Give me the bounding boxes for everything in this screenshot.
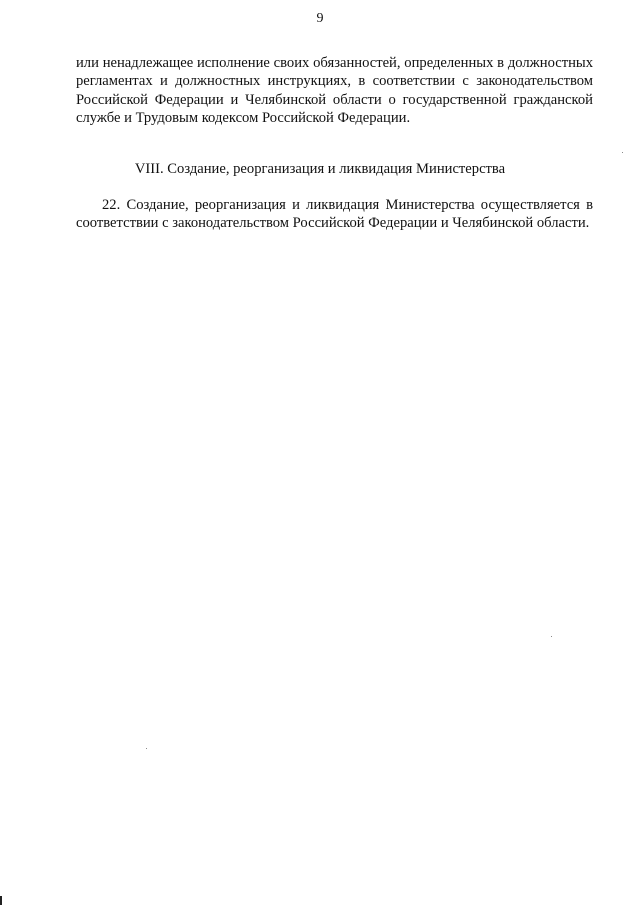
scan-speck xyxy=(551,636,552,637)
scan-speck xyxy=(146,748,147,749)
paragraph-continuation: или ненадлежащее исполнение своих обязанностей, определенных в должностных регламентах и должностных инструкциях, в соответствии с законодательством Российской Федерации и Челябинской области о государственной гражданской службе и Трудовым кодексом Российской Федерации. xyxy=(76,55,593,127)
scan-edge-mark xyxy=(0,896,2,905)
page-number: 9 xyxy=(316,11,324,26)
section-heading: VIII. Создание, реорганизация и ликвидация Министерства xyxy=(134,161,506,177)
scan-speck xyxy=(622,152,623,153)
paragraph-clause-22: 22. Создание, реорганизация и ликвидация Министерства осуществляется в соответствии с законодательством Российской Федерации и Челябинской области. xyxy=(76,197,593,232)
